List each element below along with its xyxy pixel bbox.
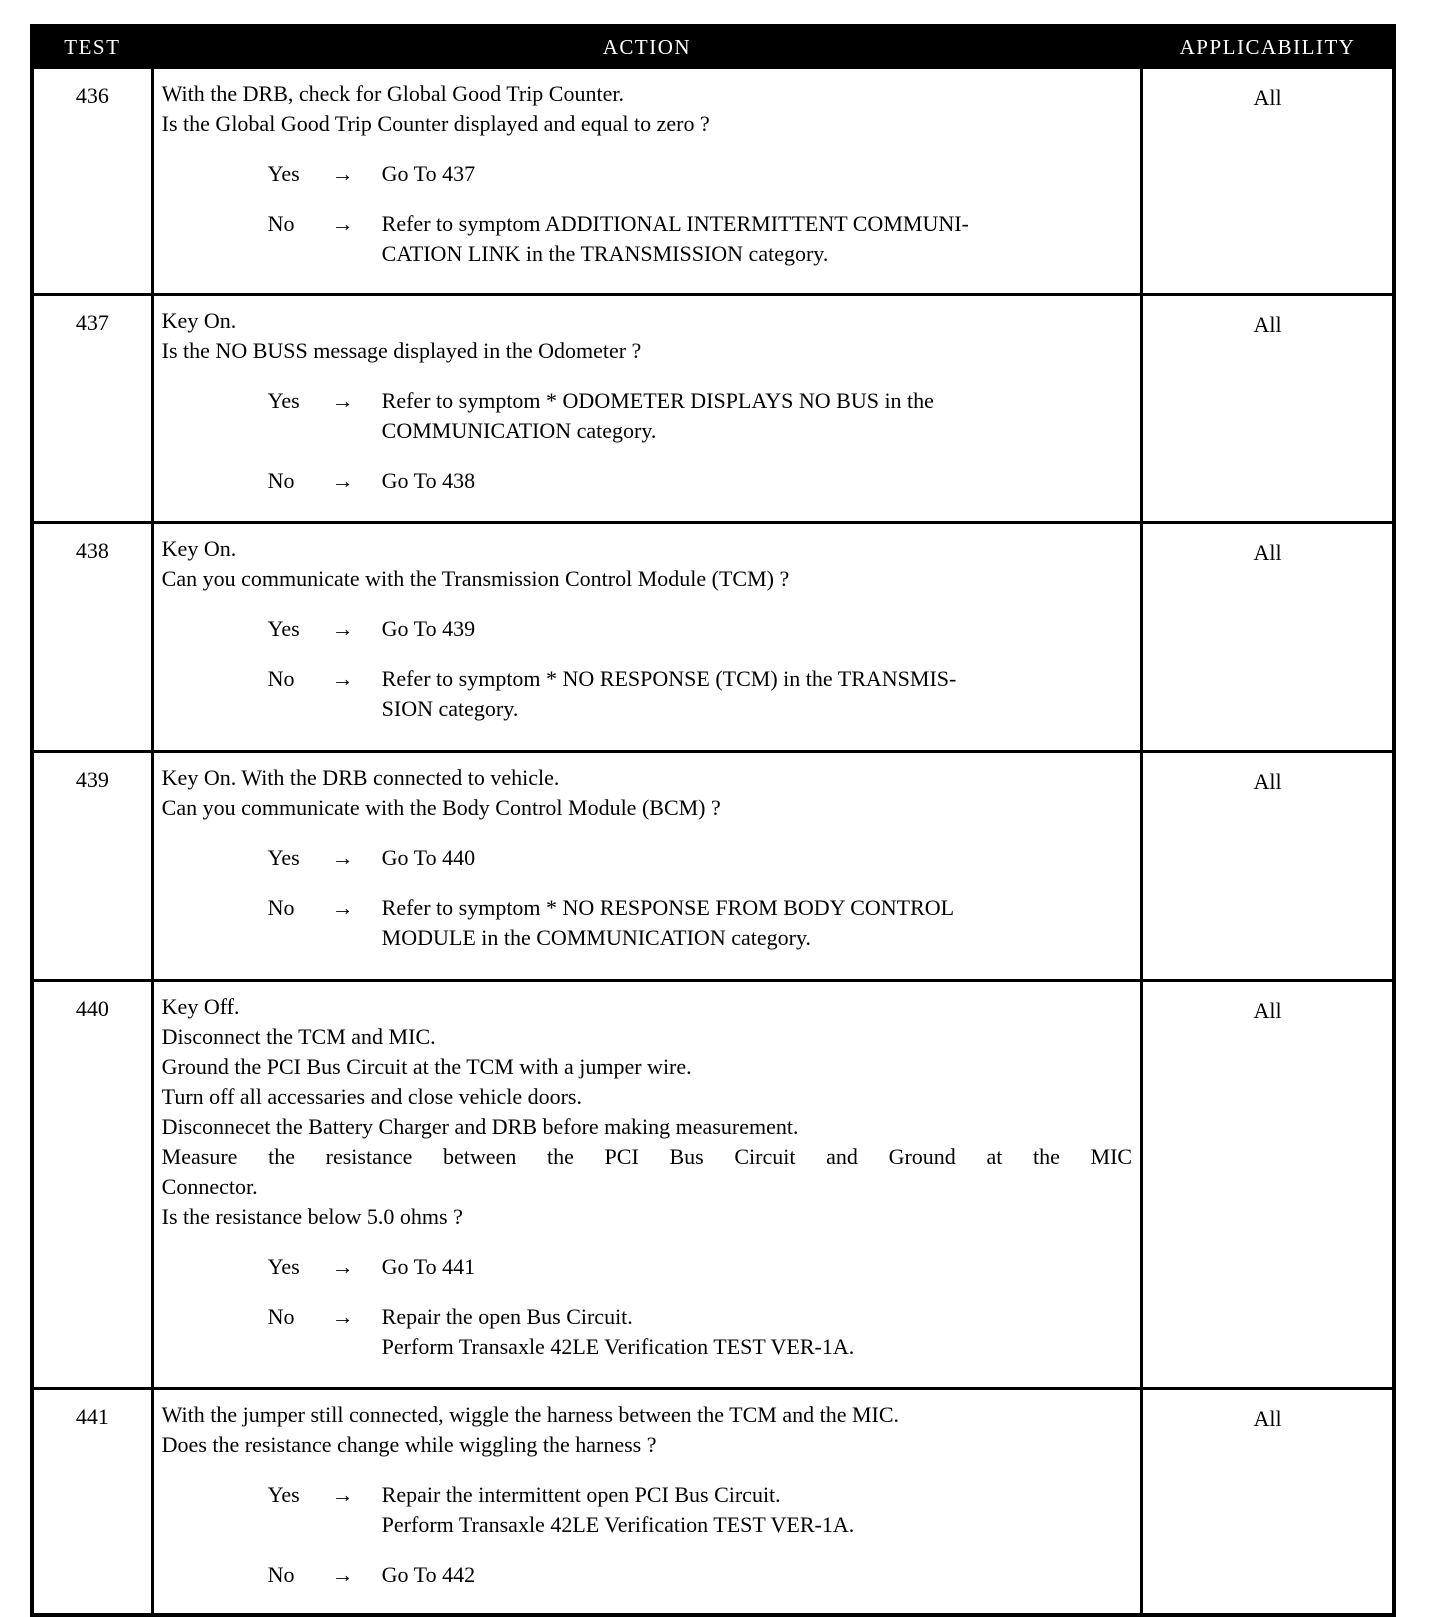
applicability-value: All <box>1142 68 1394 295</box>
no-branch <box>162 1560 1132 1590</box>
yes-result-line: Go To 440 <box>381 845 476 870</box>
right-arrow-icon: → <box>331 388 354 413</box>
yes-branch <box>162 1252 1132 1282</box>
no-result-line: Perform Transaxle 42LE Verification TEST VER-1A. <box>381 1334 855 1359</box>
right-arrow-icon: → <box>331 1254 354 1279</box>
action-line: Ground the PCI Bus Circuit at the TCM with a jumper wire. <box>161 1054 692 1079</box>
action-line: Is the Global Good Trip Counter displayed and equal to zero ? <box>161 111 710 136</box>
action-cell <box>152 68 1141 295</box>
no-result-line: MODULE in the COMMUNICATION category. <box>381 925 812 950</box>
action-line: Key Off. <box>161 994 240 1019</box>
yes-result <box>382 386 1132 446</box>
applicability-value: All <box>1142 752 1394 981</box>
table-body <box>32 68 1394 1616</box>
no-branch <box>162 893 1132 953</box>
no-result <box>382 466 1132 496</box>
yes-result-line: Go To 439 <box>381 616 476 641</box>
yes-result-line: Repair the intermittent open PCI Bus Circuit. <box>381 1482 781 1507</box>
action-line: Does the resistance change while wiggling the harness ? <box>161 1432 657 1457</box>
no-result-line: Go To 438 <box>381 468 476 493</box>
no-label: No <box>267 1304 295 1329</box>
no-result-line: Go To 442 <box>381 1562 476 1587</box>
right-arrow-icon: → <box>331 1482 354 1507</box>
no-label: No <box>267 895 295 920</box>
table-row <box>32 523 1394 752</box>
action-line: Measure the resistance between the PCI Bus Circuit and Ground at the MIC <box>161 1144 1133 1169</box>
yes-label: Yes <box>267 161 300 186</box>
applicability-value: All <box>1142 523 1394 752</box>
table-row <box>32 68 1394 295</box>
yes-result <box>382 1252 1132 1282</box>
no-branch <box>162 1302 1132 1362</box>
action-cell <box>152 981 1141 1389</box>
header-action: ACTION <box>152 26 1141 68</box>
no-result <box>382 664 1132 724</box>
action-cell <box>152 752 1141 981</box>
header-test: TEST <box>32 26 152 68</box>
yes-result <box>382 159 1132 189</box>
action-line: Can you communicate with the Body Control Module (BCM) ? <box>161 795 721 820</box>
no-result-line: Refer to symptom * NO RESPONSE (TCM) in the TRANSMIS- <box>381 666 957 691</box>
action-line: With the DRB, check for Global Good Trip Counter. <box>161 81 624 106</box>
yes-label: Yes <box>267 616 300 641</box>
action-cell <box>152 295 1141 523</box>
action-cell <box>152 523 1141 752</box>
no-label: No <box>267 666 295 691</box>
action-line: Disconnect the TCM and MIC. <box>161 1024 436 1049</box>
no-result-line: CATION LINK in the TRANSMISSION category. <box>381 241 829 266</box>
yes-label: Yes <box>267 388 300 413</box>
yes-branch <box>162 843 1132 873</box>
right-arrow-icon: → <box>331 1562 354 1587</box>
action-line: Key On. <box>161 536 237 561</box>
test-number: 437 <box>32 295 152 523</box>
action-line: Is the NO BUSS message displayed in the Odometer ? <box>161 338 642 363</box>
applicability-value: All <box>1142 981 1394 1389</box>
action-line: Key On. With the DRB connected to vehicle. <box>161 765 560 790</box>
no-branch <box>162 664 1132 724</box>
table-row <box>32 752 1394 981</box>
yes-result <box>382 614 1132 644</box>
action-line: With the jumper still connected, wiggle the harness between the TCM and the MIC. <box>161 1402 900 1427</box>
table-row <box>32 295 1394 523</box>
no-label: No <box>267 1562 295 1587</box>
no-result <box>382 893 1132 953</box>
no-result-line: Repair the open Bus Circuit. <box>381 1304 633 1329</box>
no-result-line: SION category. <box>381 696 519 721</box>
yes-result-line: Go To 441 <box>381 1254 476 1279</box>
right-arrow-icon: → <box>331 211 354 236</box>
yes-label: Yes <box>267 845 300 870</box>
test-number: 441 <box>32 1389 152 1616</box>
no-branch <box>162 209 1132 269</box>
table-header-row <box>32 26 1394 68</box>
diagnostic-test-table <box>30 24 1396 1617</box>
right-arrow-icon: → <box>331 666 354 691</box>
no-branch <box>162 466 1132 496</box>
yes-branch <box>162 614 1132 644</box>
no-result <box>382 1302 1132 1362</box>
header-applicability: APPLICABILITY <box>1142 26 1394 68</box>
action-cell <box>152 1389 1141 1616</box>
right-arrow-icon: → <box>331 1304 354 1329</box>
no-result <box>382 1560 1132 1590</box>
yes-branch <box>162 1480 1132 1540</box>
right-arrow-icon: → <box>331 845 354 870</box>
right-arrow-icon: → <box>331 161 354 186</box>
right-arrow-icon: → <box>331 616 354 641</box>
no-result-line: Refer to symptom * NO RESPONSE FROM BODY CONTROL <box>381 895 955 920</box>
no-result-line: Refer to symptom ADDITIONAL INTERMITTENT COMMUNI- <box>381 211 969 236</box>
action-line: Key On. <box>161 308 237 333</box>
table-row <box>32 981 1394 1389</box>
yes-result-line: COMMUNICATION category. <box>381 418 657 443</box>
action-line: Is the resistance below 5.0 ohms ? <box>161 1204 463 1229</box>
yes-branch <box>162 386 1132 446</box>
yes-result <box>382 843 1132 873</box>
no-label: No <box>267 468 295 493</box>
yes-label: Yes <box>267 1482 300 1507</box>
action-line: Connector. <box>161 1174 258 1199</box>
test-number: 438 <box>32 523 152 752</box>
right-arrow-icon: → <box>331 468 354 493</box>
yes-branch <box>162 159 1132 189</box>
action-line: Turn off all accessaries and close vehicle doors. <box>161 1084 582 1109</box>
no-label: No <box>267 211 295 236</box>
yes-result <box>382 1480 1132 1540</box>
table-row <box>32 1389 1394 1616</box>
action-line: Disconnecet the Battery Charger and DRB before making measurement. <box>161 1114 799 1139</box>
action-line: Can you communicate with the Transmission Control Module (TCM) ? <box>161 566 790 591</box>
yes-result-line: Refer to symptom * ODOMETER DISPLAYS NO BUS in the <box>381 388 934 413</box>
applicability-value: All <box>1142 1389 1394 1616</box>
yes-result-line: Perform Transaxle 42LE Verification TEST VER-1A. <box>381 1512 855 1537</box>
applicability-value: All <box>1142 295 1394 523</box>
yes-label: Yes <box>267 1254 300 1279</box>
test-number: 440 <box>32 981 152 1389</box>
right-arrow-icon: → <box>331 895 354 920</box>
test-number: 436 <box>32 68 152 295</box>
no-result <box>382 209 1132 269</box>
yes-result-line: Go To 437 <box>381 161 476 186</box>
test-number: 439 <box>32 752 152 981</box>
